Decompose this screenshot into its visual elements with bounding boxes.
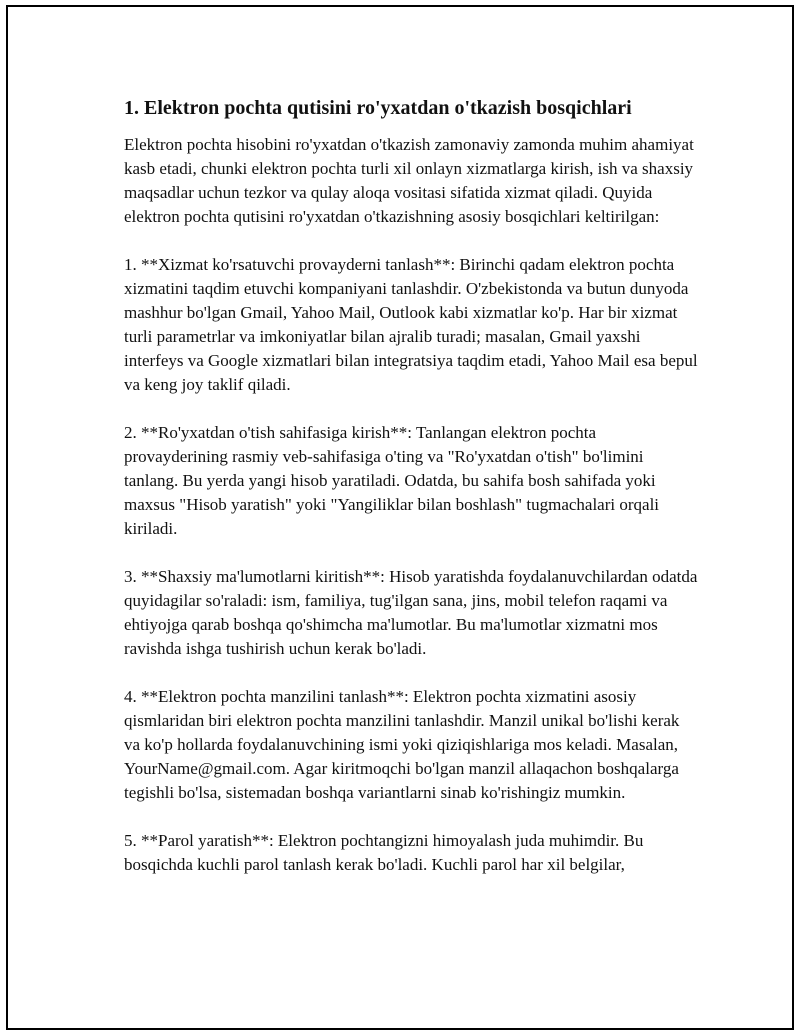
intro-paragraph: Elektron pochta hisobini ro'yxatdan o'tkazish zamonaviy zamonda muhim ahamiyat kasb etadi, chunki elektron pochta turli xil onlayn xizmatlarga kirish, ish va shaxsiy maqsadlar uchun tezkor va qulay aloqa vositasi sifatida xizmat qiladi. Quyida elektron pochta qutisini ro'yxatdan o'tkazishning asosiy bosqichlari keltirilgan:: [124, 135, 694, 226]
step-2-paragraph: 2. **Ro'yxatdan o'tish sahifasiga kirish**: Tanlangan elektron pochta provayderining rasmiy veb-sahifasiga o'ting va "Ro'yxatdan o'tish" bo'limini tanlang. Bu yerda yangi hisob yaratiladi. Odatda, bu sahifa bosh sahifada yoki maxsus "Hisob yaratish" yoki "Yangiliklar bilan boshlash" tugmachalari orqali kiriladi.: [124, 423, 660, 538]
page-title: 1. Elektron pochta qutisini ro'yxatdan o'tkazish bosqichlari: [124, 97, 632, 119]
page-frame: [6, 5, 794, 1030]
step-4-paragraph: 4. **Elektron pochta manzilini tanlash**: Elektron pochta xizmatini asosiy qismlaridan biri elektron pochta manzilini tanlashdir. Manzil unikal bo'lishi kerak va ko'p hollarda foydalanuvchining ismi yoki qiziqishlariga mos keladi. Masalan, YourName@gmail.com. Agar kiritmoqchi bo'lgan manzil allaqachon boshqalarga tegishli bo'lsa, sistemadan boshqa variantlarni sinab ko'rishingiz mumkin.: [124, 687, 680, 802]
step-3-paragraph: 3. **Shaxsiy ma'lumotlarni kiritish**: Hisob yaratishda foydalanuvchilardan odatda quyidagilar so'raladi: ism, familiya, tug'ilgan sana, jins, mobil telefon raqami va ehtiyojga qarab boshqa qo'shimcha ma'lumotlar. Bu ma'lumotlar xizmatni mos ravishda ishga tushirish uchun kerak bo'ladi.: [124, 567, 698, 658]
document-body: [124, 95, 699, 901]
step-5-paragraph: 5. **Parol yaratish**: Elektron pochtangizni himoyalash juda muhimdir. Bu bosqichda kuchli parol tanlash kerak bo'ladi. Kuchli parol har xil belgilar,: [124, 831, 644, 874]
step-1-paragraph: 1. **Xizmat ko'rsatuvchi provayderni tanlash**: Birinchi qadam elektron pochta xizmatini taqdim etuvchi kompaniyani tanlashdir. O'zbekistonda va butun dunyoda mashhur bo'lgan Gmail, Yahoo Mail, Outlook kabi xizmatlar ko'p. Har bir xizmat turli parametrlar va imkoniyatlar bilan ajralib turadi; masalan, Gmail yaxshi interfeys va Google xizmatlari bilan integratsiya taqdim etadi, Yahoo Mail esa bepul va keng joy taklif qiladi.: [124, 255, 698, 394]
